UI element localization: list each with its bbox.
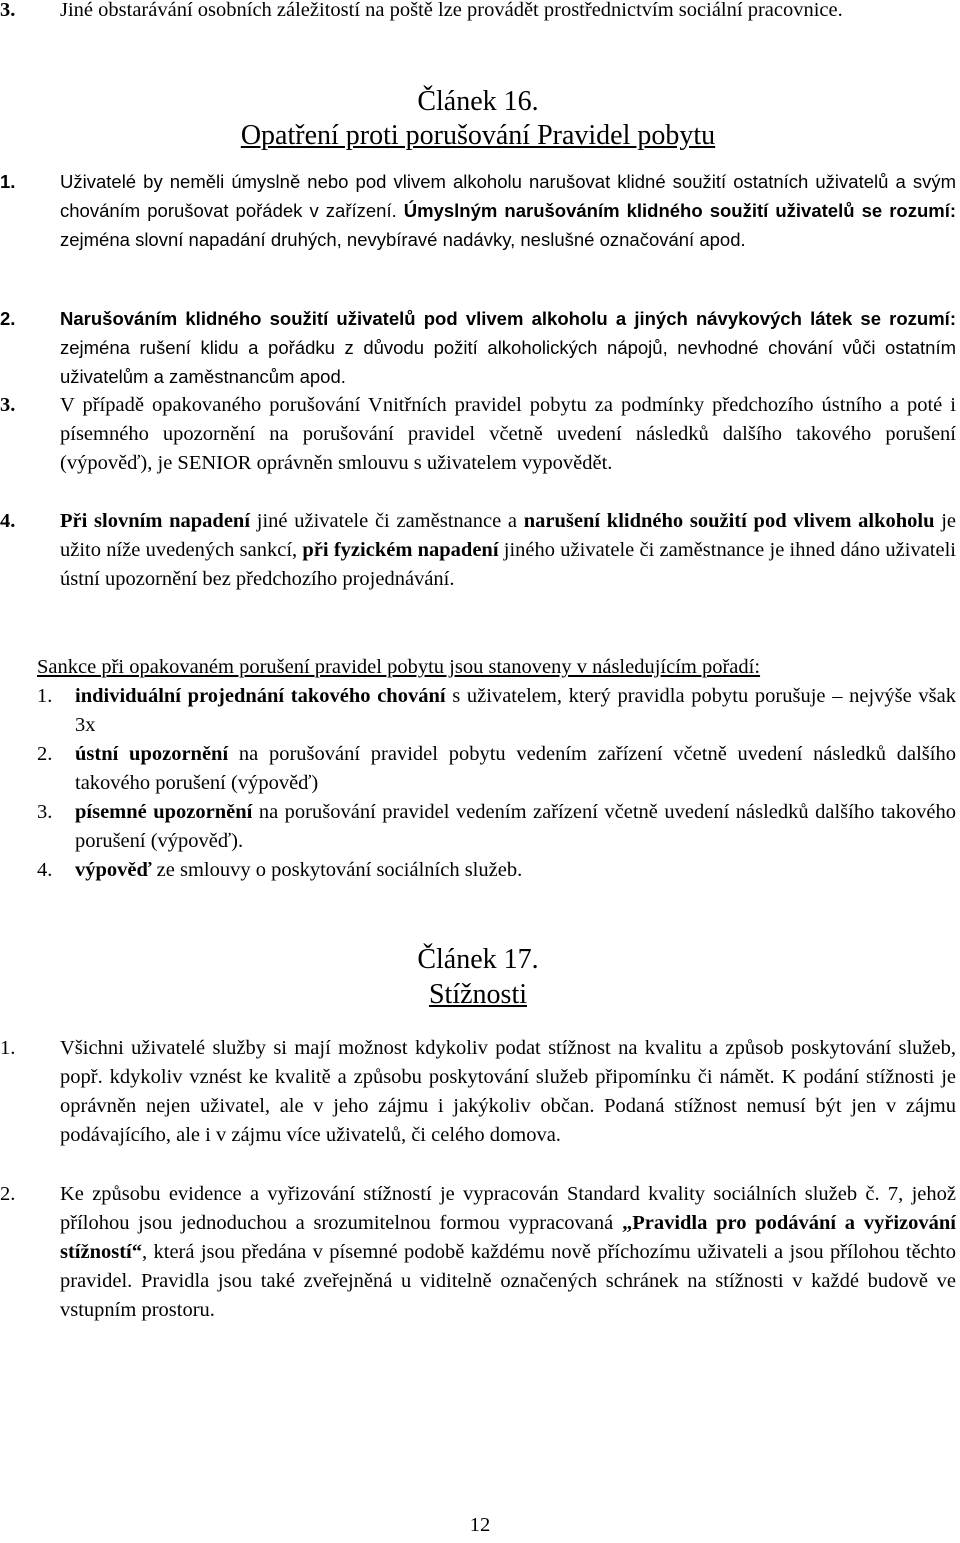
list-item (0, 391, 956, 478)
item-number: 4. (37, 859, 53, 881)
item-text: V případě opakovaného porušování Vnitřních pravidel pobytu za podmínky předchozího ústního a poté i písemného upozornění na porušování pravidel včetně uvedení následků dalšího takového porušení (výpověď), je SENIOR oprávněn smlouvu s uživatelem vypovědět. (60, 394, 956, 474)
item-number: 4. (0, 510, 16, 532)
item-text: Narušováním klidného soužití uživatelů pod vlivem alkoholu a jiných návykových látek se rozumí: zejména rušení klidu a pořádku z důvodu požití alkoholických nápojů, nevhodné chování vůči ostatním uživatelům a zaměstnancům apod. (60, 308, 956, 387)
list-item (0, 304, 956, 391)
sanction-item (37, 682, 956, 740)
item-number: 3. (0, 0, 16, 21)
item-number: 3. (37, 801, 53, 823)
sanction-item (37, 740, 956, 798)
item-number: 2. (37, 743, 53, 765)
item-number: 3. (0, 394, 16, 416)
sanction-item (37, 798, 956, 856)
item-text: písemné upozornění na porušování pravidel vedením zařízení včetně uvedení následků dalšího takového porušení (výpověď). (75, 801, 956, 852)
article-title: Článek 17. (417, 944, 539, 975)
item-number: 1. (0, 1037, 16, 1059)
item-number: 1. (0, 171, 16, 192)
sanctions-heading: Sankce při opakovaném porušení pravidel pobytu jsou stanoveny v následujícím pořadí: (37, 656, 761, 678)
item-text: individuální projednání takového chování s uživatelem, který pravidla pobytu porušuje – nejvýše však 3x (75, 685, 957, 736)
article-subtitle: Stížnosti (428, 979, 527, 1010)
list-item (0, 507, 956, 594)
list-item (0, 0, 956, 25)
item-text: Při slovním napadení jiné uživatele či zaměstnance a narušení klidného soužití pod vlivem alkoholu je užito níže uvedených sankcí, při fyzickém napadení jiného uživatele či zaměstnance je ihned dáno uživateli ústní upozornění bez předchozího projednávání. (60, 510, 957, 590)
article-subtitle: Opatření proti porušování Pravidel pobytu (240, 120, 716, 151)
list-item (0, 1034, 956, 1150)
item-text: Uživatelé by neměli úmyslně nebo pod vlivem alkoholu narušovat klidné soužití ostatních uživatelů a svým chováním porušovat pořádek v zařízení. Úmyslným narušováním klidného soužití uživatelů se rozumí: zejména slovní napadání druhých, nevybíravé nadávky, neslušné označování apod. (60, 171, 956, 250)
sanction-item (37, 856, 956, 885)
item-number: 2. (0, 308, 16, 329)
item-text: Ke způsobu evidence a vyřizování stížností je vypracován Standard kvality sociálních služeb č. 7, jehož přílohou jsou jednoduchou a srozumitelnou formou vypracovaná „Pravidla pro podávání a vyřizování stížností“, která jsou předána v písemné podobě každému nově příchozímu uživateli a jsou přílohou těchto pravidel. Pravidla jsou také zveřejněná u viditelně označených schránek na stížnosti v každé budově ve vstupním prostoru. (60, 1183, 956, 1321)
item-text: Všichni uživatelé služby si mají možnost kdykoliv podat stížnost na kvalitu a způsob poskytování služeb, popř. kdykoliv vznést ke kvalitě a způsobu poskytování služeb připomínku či námět. K podání stížnosti je oprávněn nejen uživatel, ale v jeho zájmu i jakýkoliv občan. Podaná stížnost nemusí být jen v zájmu podávajícího, ale i v zájmu více uživatelů, či celého domova. (60, 1037, 956, 1146)
item-number: 2. (0, 1183, 16, 1205)
page-number: 12 (469, 1514, 491, 1536)
item-text: výpověď ze smlouvy o poskytování sociálních služeb. (75, 859, 523, 881)
item-text: Jiné obstarávání osobních záležitostí na poště lze provádět prostřednictvím sociální pracovnice. (60, 0, 843, 21)
list-item (0, 1180, 956, 1325)
list-item (0, 167, 956, 254)
item-text: ústní upozornění na porušování pravidel pobytu vedením zařízení včetně uvedení následků dalšího takového porušení (výpověď) (75, 743, 956, 794)
item-number: 1. (37, 685, 53, 707)
article-title: Článek 16. (417, 86, 539, 117)
